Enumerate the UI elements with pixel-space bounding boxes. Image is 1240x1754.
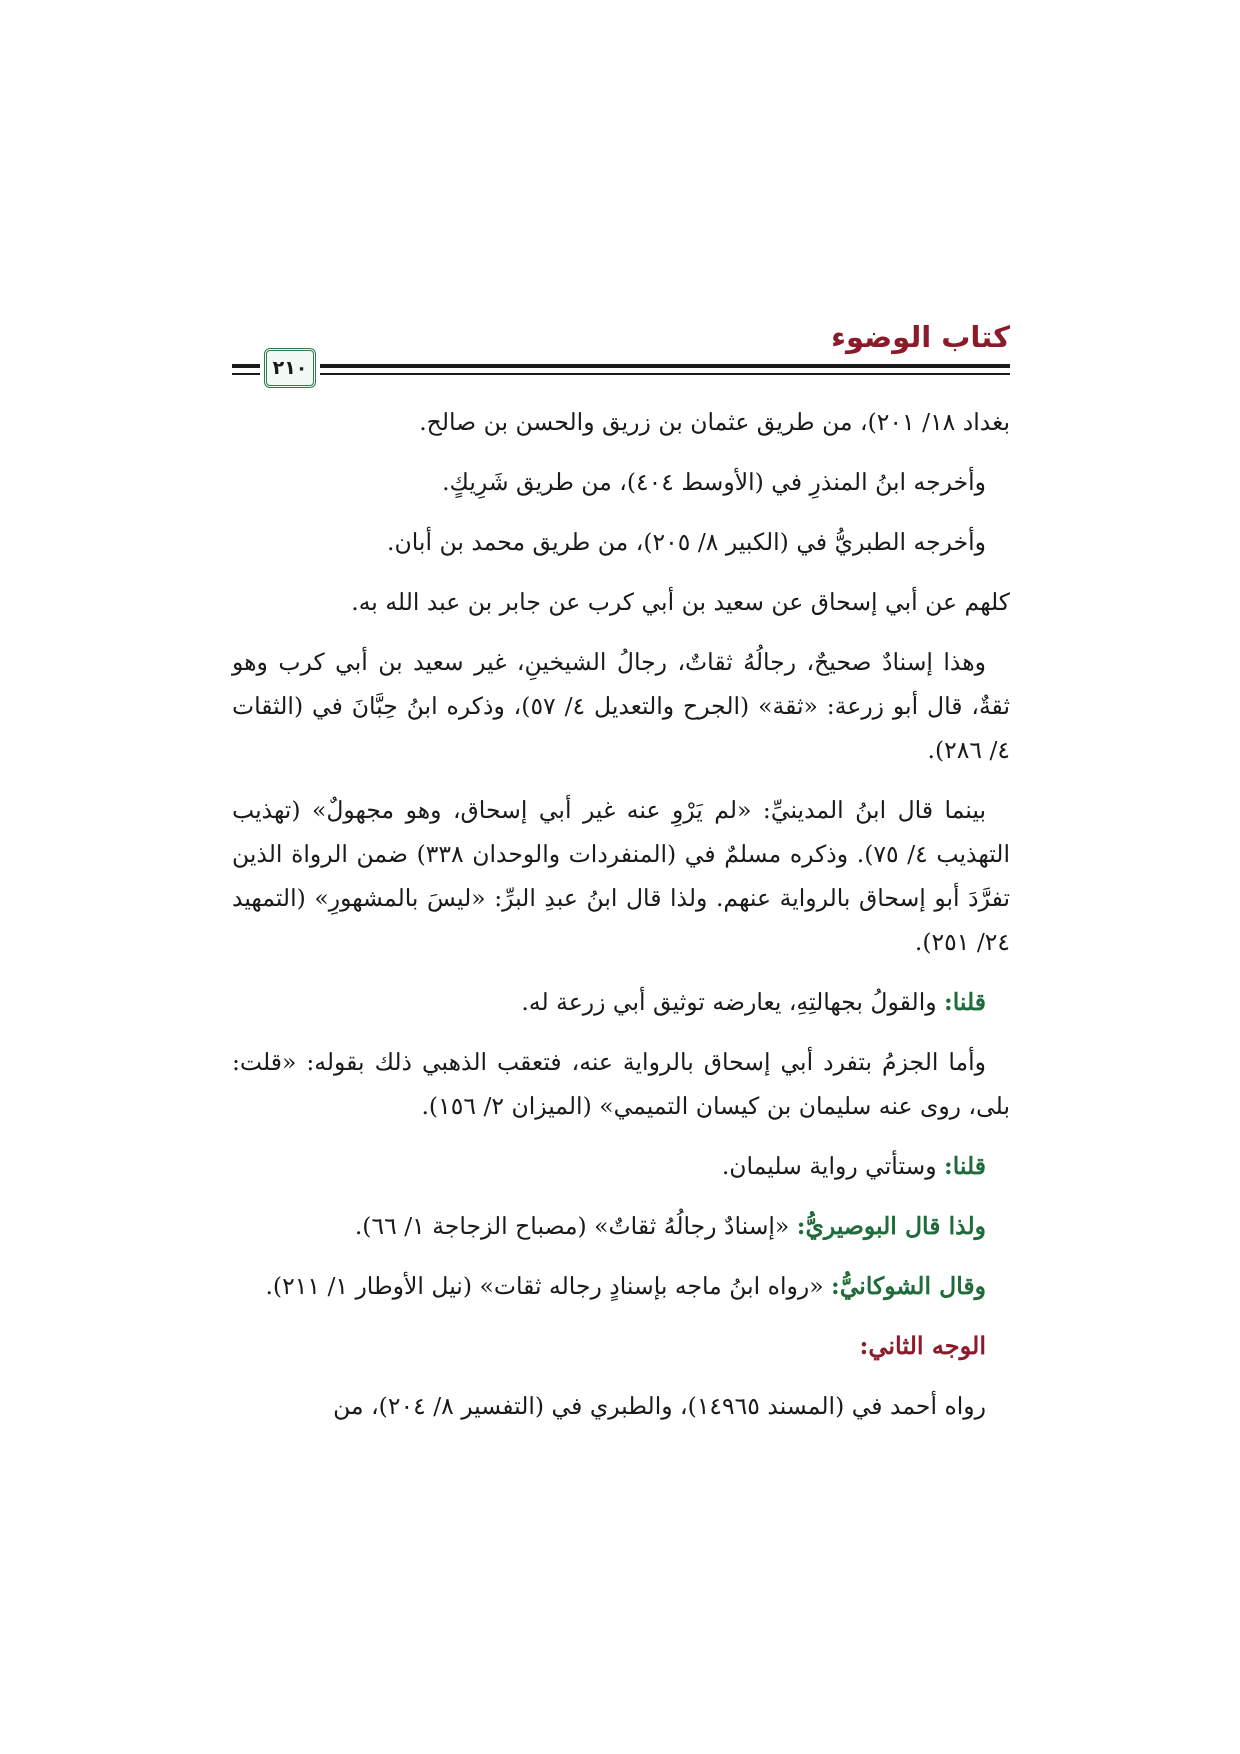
paragraph <box>232 1144 1010 1188</box>
paragraph <box>232 1204 1010 1248</box>
header-rule-thin <box>320 373 1010 375</box>
paragraph-text: وأخرجه الطبريُّ في (الكبير ٨/ ٢٠٥)، من طريق محمد بن أبان. <box>387 528 986 556</box>
paragraph <box>232 1264 1010 1308</box>
paragraph <box>232 460 1010 504</box>
paragraph <box>232 1040 1010 1128</box>
paragraph-text: بغداد ١٨/ ٢٠١)، من طريق عثمان بن زريق والحسن بن صالح. <box>419 408 1010 436</box>
paragraph-text: «رواه ابنُ ماجه بإسنادٍ رجاله ثقات» (نيل الأوطار ١/ ٢١١). <box>265 1272 832 1300</box>
header-rule <box>320 364 1010 368</box>
shawkani-label: وقال الشوكانيُّ: <box>831 1272 986 1300</box>
paragraph-text: كلهم عن أبي إسحاق عن سعيد بن أبي كرب عن جابر بن عبد الله به. <box>351 588 1010 616</box>
paragraph <box>232 1384 1010 1428</box>
busiri-label: ولذا قال البوصيريُّ: <box>796 1212 986 1240</box>
paragraph-text: وهذا إسنادٌ صحيحٌ، رجالُهُ ثقاتٌ، رجالُ الشيخينِ، غير سعيد بن أبي كرب وهو ثقةٌ، قال أبو زرعة: «ثقة» (الجرح والتعديل ٤/ ٥٧)، وذكره ابنُ حِبَّانَ في (الثقات ٤/ ٢٨٦). <box>232 648 1010 764</box>
book-title: كتاب الوضوء <box>831 320 1010 354</box>
paragraph-text: بينما قال ابنُ المدينيِّ: «لم يَرْوِ عنه غير أبي إسحاق، وهو مجهولٌ» (تهذيب التهذيب ٤/ ٧٥). وذكره مسلمٌ في (المنفردات والوحدان ٣٣٨) ضمن الرواة الذين تفرَّدَ أبو إسحاق بالرواية عنهم. ولذا قال ابنُ عبدِ البرِّ: «ليسَ بالمشهورِ» (التمهيد ٢٤/ ٢٥١). <box>232 796 1010 956</box>
page-body <box>232 400 1010 1444</box>
paragraph <box>232 520 1010 564</box>
section-heading-text: الوجه الثاني: <box>859 1331 986 1360</box>
paragraph-text: «إسنادٌ رجالُهُ ثقاتٌ» (مصباح الزجاجة ١/ ٦٦). <box>354 1212 797 1240</box>
qulna-label: قلنا: <box>944 988 986 1016</box>
page-number: ٢١٠ <box>272 357 308 379</box>
paragraph <box>232 788 1010 964</box>
paragraph-text: وستأتي رواية سليمان. <box>721 1152 945 1180</box>
paragraph-text: رواه أحمد في (المسند ١٤٩٦٥)، والطبري في (التفسير ٨/ ٢٠٤)، من <box>333 1392 986 1420</box>
paragraph <box>232 400 1010 444</box>
paragraph <box>232 980 1010 1024</box>
paragraph <box>232 580 1010 624</box>
paragraph-text: وأما الجزمُ بتفرد أبي إسحاق بالرواية عنه، فتعقب الذهبي ذلك بقوله: «قلت: بلى، روى عنه سليمان بن كيسان التميمي» (الميزان ٢/ ١٥٦). <box>232 1048 1010 1120</box>
header-rule-left-thin <box>232 373 260 375</box>
paragraph-text: وأخرجه ابنُ المنذرِ في (الأوسط ٤٠٤)، من طريق شَرِيكٍ. <box>442 468 986 496</box>
section-heading <box>232 1324 1010 1368</box>
paragraph-text: والقولُ بجهالتِهِ، يعارضه توثيق أبي زرعة له. <box>521 988 945 1016</box>
paragraph <box>232 640 1010 772</box>
qulna-label: قلنا: <box>944 1152 986 1180</box>
page-header <box>232 308 1010 388</box>
page-number-badge <box>264 348 316 388</box>
header-rule-left <box>232 364 260 368</box>
